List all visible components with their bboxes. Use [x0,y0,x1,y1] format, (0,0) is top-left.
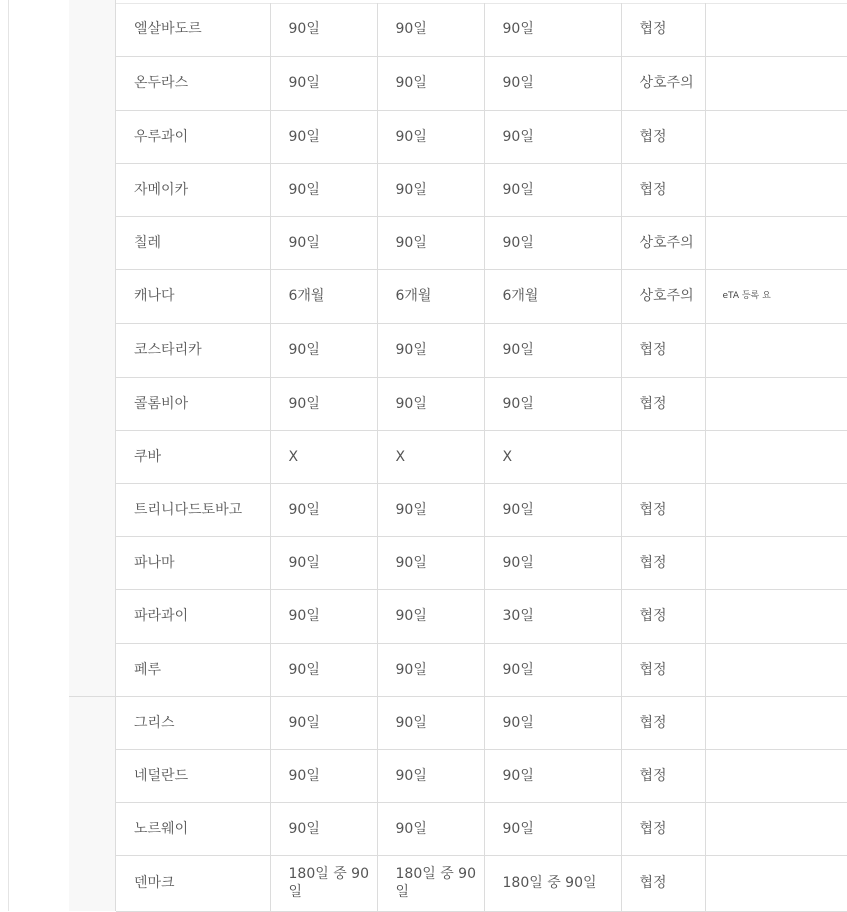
stay-period-cell: 90일 [270,377,377,430]
country-cell: 쿠바 [116,430,270,483]
table-row [116,589,847,643]
agreement-type-cell: 협정 [621,536,705,589]
stay-period-cell: 90일 [377,483,484,536]
note-cell: eTA 등록 요 [705,269,847,323]
country-cell: 우루과이 [116,110,270,163]
stay-period-cell: 180일 중 90일 [377,855,484,911]
agreement-type-cell: 협정 [621,483,705,536]
stay-period-cell: 90일 [484,536,621,589]
country-cell: 칠레 [116,216,270,269]
agreement-type-cell: 협정 [621,696,705,749]
note-cell [705,802,847,855]
stay-period-cell: 90일 [484,216,621,269]
visa-exemption-table [116,3,847,912]
country-cell: 콜롬비아 [116,377,270,430]
country-cell: 캐나다 [116,269,270,323]
country-cell: 파나마 [116,536,270,589]
stay-period-cell: 90일 [270,3,377,56]
agreement-type-cell: 협정 [621,589,705,643]
stay-period-cell: 90일 [270,749,377,802]
agreement-type-cell: 협정 [621,323,705,377]
stay-period-cell: 90일 [270,110,377,163]
stay-period-cell: 90일 [377,163,484,216]
country-cell: 코스타리카 [116,323,270,377]
country-cell: 자메이카 [116,163,270,216]
stay-period-cell: 90일 [377,589,484,643]
stay-period-cell: 90일 [377,56,484,110]
stay-period-cell: 30일 [484,589,621,643]
stay-period-cell: 90일 [377,216,484,269]
country-cell: 엘살바도르 [116,3,270,56]
note-cell [705,589,847,643]
stay-period-cell: 90일 [377,323,484,377]
stay-period-cell: 6개월 [484,269,621,323]
table-row [116,110,847,163]
stay-period-cell: 90일 [484,56,621,110]
agreement-type-cell: 협정 [621,749,705,802]
note-cell [705,696,847,749]
country-cell: 그리스 [116,696,270,749]
stay-period-cell: 90일 [484,323,621,377]
note-cell [705,430,847,483]
stay-period-cell: 90일 [484,802,621,855]
stay-period-cell: 6개월 [270,269,377,323]
note-cell [705,643,847,696]
stay-period-cell: 90일 [270,643,377,696]
table-row [116,802,847,855]
table-row [116,56,847,110]
table-row [116,377,847,430]
table-row [116,749,847,802]
note-cell [705,110,847,163]
stay-period-cell: 90일 [270,163,377,216]
note-cell [705,749,847,802]
agreement-type-cell: 협정 [621,377,705,430]
table-row [116,483,847,536]
stay-period-cell: 90일 [270,323,377,377]
note-cell [705,483,847,536]
region-cell-americas [69,0,116,697]
table-row [116,3,847,56]
table-row [116,536,847,589]
region-cell-europe [69,697,116,911]
stay-period-cell: X [484,430,621,483]
stay-period-cell: 90일 [377,696,484,749]
stay-period-cell: 90일 [484,3,621,56]
agreement-type-cell [621,430,705,483]
stay-period-cell: 90일 [270,589,377,643]
note-cell [705,323,847,377]
country-cell: 노르웨이 [116,802,270,855]
table-row [116,216,847,269]
stay-period-cell: X [377,430,484,483]
table-row [116,696,847,749]
stay-period-cell: 6개월 [377,269,484,323]
table-row [116,643,847,696]
stay-period-cell: 90일 [270,802,377,855]
agreement-type-cell: 협정 [621,855,705,911]
country-cell: 트리니다드토바고 [116,483,270,536]
stay-period-cell: 90일 [270,536,377,589]
note-cell [705,163,847,216]
agreement-type-cell: 협정 [621,3,705,56]
stay-period-cell: X [270,430,377,483]
stay-period-cell: 90일 [377,749,484,802]
stay-period-cell: 90일 [270,483,377,536]
note-cell [705,377,847,430]
stay-period-cell: 90일 [377,3,484,56]
table-row [116,163,847,216]
stay-period-cell: 90일 [484,696,621,749]
table-body [116,3,847,911]
table-row [116,269,847,323]
stay-period-cell: 90일 [484,163,621,216]
stay-period-cell: 90일 [377,377,484,430]
stay-period-cell: 90일 [377,802,484,855]
agreement-type-cell: 협정 [621,110,705,163]
agreement-type-cell: 상호주의 [621,216,705,269]
country-cell: 파라과이 [116,589,270,643]
note-cell [705,216,847,269]
stay-period-cell: 90일 [484,483,621,536]
country-cell: 온두라스 [116,56,270,110]
table-row [116,323,847,377]
agreement-type-cell: 협정 [621,163,705,216]
country-cell: 페루 [116,643,270,696]
stay-period-cell: 90일 [377,536,484,589]
stay-period-cell: 90일 [484,377,621,430]
stay-period-cell: 90일 [270,216,377,269]
note-cell [705,3,847,56]
left-border-line [8,0,9,911]
stay-period-cell: 180일 중 90일 [484,855,621,911]
agreement-type-cell: 협정 [621,802,705,855]
country-cell: 네덜란드 [116,749,270,802]
table-row [116,855,847,911]
country-cell: 덴마크 [116,855,270,911]
agreement-type-cell: 상호주의 [621,269,705,323]
stay-period-cell: 90일 [484,110,621,163]
stay-period-cell: 90일 [484,643,621,696]
stay-period-cell: 90일 [484,749,621,802]
note-cell [705,855,847,911]
stay-period-cell: 90일 [377,110,484,163]
stay-period-cell: 180일 중 90일 [270,855,377,911]
stay-period-cell: 90일 [270,696,377,749]
note-cell [705,56,847,110]
table-row [116,430,847,483]
stay-period-cell: 90일 [377,643,484,696]
stay-period-cell: 90일 [270,56,377,110]
note-cell [705,536,847,589]
agreement-type-cell: 협정 [621,643,705,696]
agreement-type-cell: 상호주의 [621,56,705,110]
